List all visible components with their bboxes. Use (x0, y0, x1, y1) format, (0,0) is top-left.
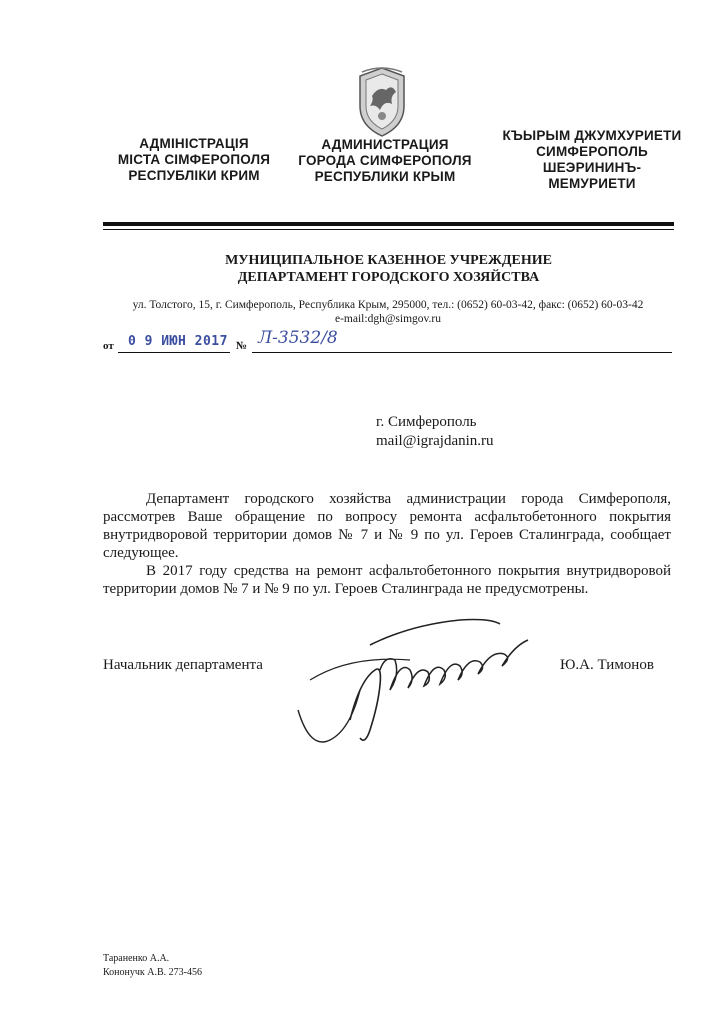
coat-of-arms-icon (352, 66, 412, 138)
email-line: e-mail:dgh@simgov.ru (335, 313, 441, 325)
address-block (88, 298, 688, 326)
institution-line-2: ДЕПАРТАМЕНТ ГОРОДСКОГО ХОЗЯЙСТВА (237, 270, 540, 285)
header-center (290, 137, 480, 185)
address-line: ул. Толстого, 15, г. Симферополь, Республика Крым, 295000, тел.: (0652) 60-03-42, факс: (0652) 60-03-42 (132, 299, 644, 311)
recipient-email: mail@igrajdanin.ru (376, 433, 494, 449)
executor-line-2: Кононучк А.В. 273-456 (103, 967, 202, 978)
reg-number-underline (252, 352, 672, 353)
reg-from-label: от (103, 340, 114, 352)
header-left (98, 136, 290, 184)
institution-title (103, 252, 674, 286)
recipient-city: г. Симферополь (376, 414, 477, 430)
body-paragraph-2: В 2017 году средства на ремонт асфальтобетонного покрытия внутридворовой территории домов № 7 и № 9 по ул. Героев Сталинграда не предусмотрены. (103, 563, 671, 597)
header-rule-thick (103, 222, 674, 226)
header-center-line: РЕСПУБЛИКИ КРЫМ (314, 169, 456, 184)
header-right-line: ШЕЭРИНИНЪ- (542, 160, 642, 175)
reg-date-stamp: 0 9 ИЮН 2017 (128, 334, 228, 349)
header-left-line: МІСТА СІМФЕРОПОЛЯ (117, 152, 271, 167)
letter-body (103, 490, 671, 598)
reg-number-label: № (236, 340, 248, 352)
header-rule-thin (103, 229, 674, 230)
header-left-line: АДМІНІСТРАЦІЯ (139, 136, 249, 151)
institution-line-1: МУНИЦИПАЛЬНОЕ КАЗЕННОЕ УЧРЕЖДЕНИЕ (225, 253, 552, 268)
reg-date-underline (118, 352, 230, 353)
executor-line-1: Тараненко А.А. (103, 953, 170, 964)
header-center-line: АДМИНИСТРАЦИЯ (321, 137, 449, 152)
header-left-line: РЕСПУБЛІКИ КРИМ (128, 168, 260, 183)
signatory-position: Начальник департамента (103, 657, 263, 673)
header-right-line: СИМФЕРОПОЛЬ (536, 144, 648, 159)
header-center-line: ГОРОДА СИМФЕРОПОЛЯ (298, 153, 472, 168)
reg-number-stamp: Л-3532/8 (258, 328, 338, 348)
signatory-name: Ю.А. Тимонов (560, 657, 654, 673)
header-right-line: КЪЫРЫМ ДЖУМХУРИЕТИ (502, 128, 682, 143)
body-paragraph-1: Департамент городского хозяйства администрации города Симферополя, рассмотрев Ваше обращение по вопросу ремонта асфальтобетонного покрытия внутридворовой территории домов № 7 и № 9 по ул. Героев Сталинграда, сообщает следующее. (103, 491, 671, 561)
handwritten-signature-icon (290, 600, 540, 750)
header-right (490, 128, 694, 192)
header-right-line: МЕМУРИЕТИ (548, 176, 636, 191)
